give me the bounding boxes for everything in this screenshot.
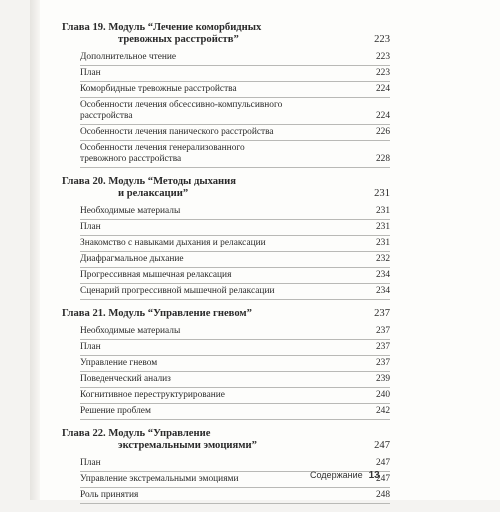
toc-entry[interactable] xyxy=(80,324,390,340)
toc-chapter-group xyxy=(62,22,390,168)
footer-label: Содержание xyxy=(310,470,363,480)
toc-entry-label xyxy=(80,100,368,122)
chapter-title xyxy=(62,176,368,200)
toc-entry-line: План xyxy=(80,458,101,468)
toc-entry-line: Особенности лечения панического расстройства xyxy=(80,127,274,137)
page-gutter xyxy=(30,0,40,500)
toc-entry[interactable] xyxy=(80,268,390,284)
toc-entry-page-number: 232 xyxy=(375,254,390,264)
chapter-heading[interactable] xyxy=(62,428,390,452)
toc-entry[interactable] xyxy=(80,220,390,236)
toc-entry-line: Диафрагмальное дыхание xyxy=(80,254,184,264)
toc-chapter-group xyxy=(62,308,390,420)
toc-entry[interactable] xyxy=(80,98,390,125)
toc-entry-label xyxy=(80,222,368,233)
chapter-title xyxy=(62,308,368,320)
toc-entry-line: Когнитивное переструктурирование xyxy=(80,390,225,400)
chapter-page-number: 247 xyxy=(374,440,390,451)
toc-entry[interactable] xyxy=(80,252,390,268)
toc-entry-label xyxy=(80,270,368,281)
chapter-title-line: Глава 19. Модуль “Лечение коморбидных xyxy=(62,22,262,33)
toc-entry-line: Поведенческий анализ xyxy=(80,374,171,384)
toc-entry-line: Особенности лечения обсессивно-компульсивного xyxy=(80,100,283,110)
toc-entry-page-number: 223 xyxy=(375,52,390,62)
chapter-heading[interactable] xyxy=(62,176,390,200)
toc-entry-page-number: 234 xyxy=(375,270,390,280)
toc-entry-line: тревожного расстройства xyxy=(80,154,182,164)
chapter-entries xyxy=(80,50,390,168)
chapter-heading[interactable] xyxy=(62,22,390,46)
toc-entry[interactable] xyxy=(80,141,390,168)
toc-entry-label xyxy=(80,342,368,353)
toc-entry-label xyxy=(80,458,368,469)
toc-entry[interactable] xyxy=(80,82,390,98)
chapter-page-number: 237 xyxy=(374,308,390,319)
toc-entry-page-number: 242 xyxy=(375,406,390,416)
toc-entry-page-number: 231 xyxy=(375,238,390,248)
toc-entry[interactable] xyxy=(80,340,390,356)
toc-entry-line: Решение проблем xyxy=(80,406,151,416)
toc-entry[interactable] xyxy=(80,236,390,252)
toc-entry-page-number: 239 xyxy=(375,374,390,384)
chapter-title-line: Глава 21. Модуль “Управление гневом” xyxy=(62,308,252,319)
toc-entry[interactable] xyxy=(80,388,390,404)
chapter-page-number: 231 xyxy=(374,188,390,199)
toc-entry[interactable] xyxy=(80,404,390,420)
toc-entry-line: Необходимые материалы xyxy=(80,326,181,336)
toc-entry-label xyxy=(80,406,368,417)
toc-entry-line: План xyxy=(80,222,101,232)
toc-entry-page-number: 228 xyxy=(375,154,390,164)
toc-entry-line: Знакомство с навыками дыхания и релаксации xyxy=(80,238,266,248)
toc-entry-line: Управление гневом xyxy=(80,358,158,368)
chapter-title-line: Глава 22. Модуль “Управление xyxy=(62,428,211,439)
toc-entry-line: Особенности лечения генерализованного xyxy=(80,143,245,153)
toc-chapter-group xyxy=(62,428,390,504)
toc-entry-line: Роль принятия xyxy=(80,490,139,500)
toc-entry-label xyxy=(80,358,368,369)
toc-entry-label xyxy=(80,254,368,265)
toc-entry[interactable] xyxy=(80,125,390,141)
chapter-title xyxy=(62,428,368,452)
toc-entry-label xyxy=(80,127,368,138)
toc-entry-line: Управление экстремальными эмоциями xyxy=(80,474,239,484)
toc-entry-line: План xyxy=(80,342,101,352)
toc-entry-label xyxy=(80,238,368,249)
chapter-title-line: тревожных расстройств” xyxy=(118,34,239,45)
toc-entry-line: Дополнительное чтение xyxy=(80,52,177,62)
chapter-title-line: экстремальными эмоциями” xyxy=(118,440,257,451)
toc-chapter-group xyxy=(62,176,390,300)
toc-entry-label xyxy=(80,143,368,165)
toc-entry-label xyxy=(80,326,368,337)
toc-entry-label xyxy=(80,68,368,79)
toc-entry-line: План xyxy=(80,68,101,78)
toc-entry-label xyxy=(80,206,368,217)
chapter-page-number: 223 xyxy=(374,34,390,45)
toc-entry-page-number: 226 xyxy=(375,127,390,137)
toc-entry[interactable] xyxy=(80,356,390,372)
toc-entry-page-number: 224 xyxy=(375,111,390,121)
toc-entry-label xyxy=(80,286,368,297)
toc-entry-page-number: 237 xyxy=(375,342,390,352)
toc-entry-page-number: 248 xyxy=(375,490,390,500)
toc-entry-label xyxy=(80,84,368,95)
chapter-title-line: и релаксации” xyxy=(118,188,189,199)
toc-entry-page-number: 247 xyxy=(375,458,390,468)
toc-entry-label xyxy=(80,374,368,385)
toc-entry-page-number: 231 xyxy=(375,206,390,216)
toc-entry-line: Необходимые материалы xyxy=(80,206,181,216)
toc-entry-page-number: 240 xyxy=(375,390,390,400)
toc-entry[interactable] xyxy=(80,204,390,220)
page-footer xyxy=(310,470,380,481)
chapter-heading[interactable] xyxy=(62,308,390,320)
toc-entry[interactable] xyxy=(80,50,390,66)
table-of-contents xyxy=(62,22,390,512)
toc-entry[interactable] xyxy=(80,66,390,82)
toc-entry-line: Коморбидные тревожные расстройства xyxy=(80,84,237,94)
chapter-entries xyxy=(80,204,390,300)
toc-entry-page-number: 237 xyxy=(375,358,390,368)
toc-entry-page-number: 223 xyxy=(375,68,390,78)
toc-entry-page-number: 247 xyxy=(375,474,390,484)
toc-entry-line: Сценарий прогрессивной мышечной релаксации xyxy=(80,286,275,296)
toc-entry-line: расстройства xyxy=(80,111,133,121)
chapter-title xyxy=(62,22,368,46)
toc-entry-label xyxy=(80,52,368,63)
toc-entry[interactable] xyxy=(80,488,390,504)
footer-page-number: 13 xyxy=(368,470,380,481)
toc-entry-label xyxy=(80,490,368,501)
toc-entry-page-number: 237 xyxy=(375,326,390,336)
chapter-entries xyxy=(80,324,390,420)
toc-entry[interactable] xyxy=(80,284,390,300)
toc-entry-page-number: 224 xyxy=(375,84,390,94)
toc-entry[interactable] xyxy=(80,372,390,388)
toc-entry-page-number: 231 xyxy=(375,222,390,232)
toc-entry-label xyxy=(80,390,368,401)
chapter-title-line: Глава 20. Модуль “Методы дыхания xyxy=(62,176,236,187)
toc-entry-line: Прогрессивная мышечная релаксация xyxy=(80,270,232,280)
toc-entry-page-number: 234 xyxy=(375,286,390,296)
